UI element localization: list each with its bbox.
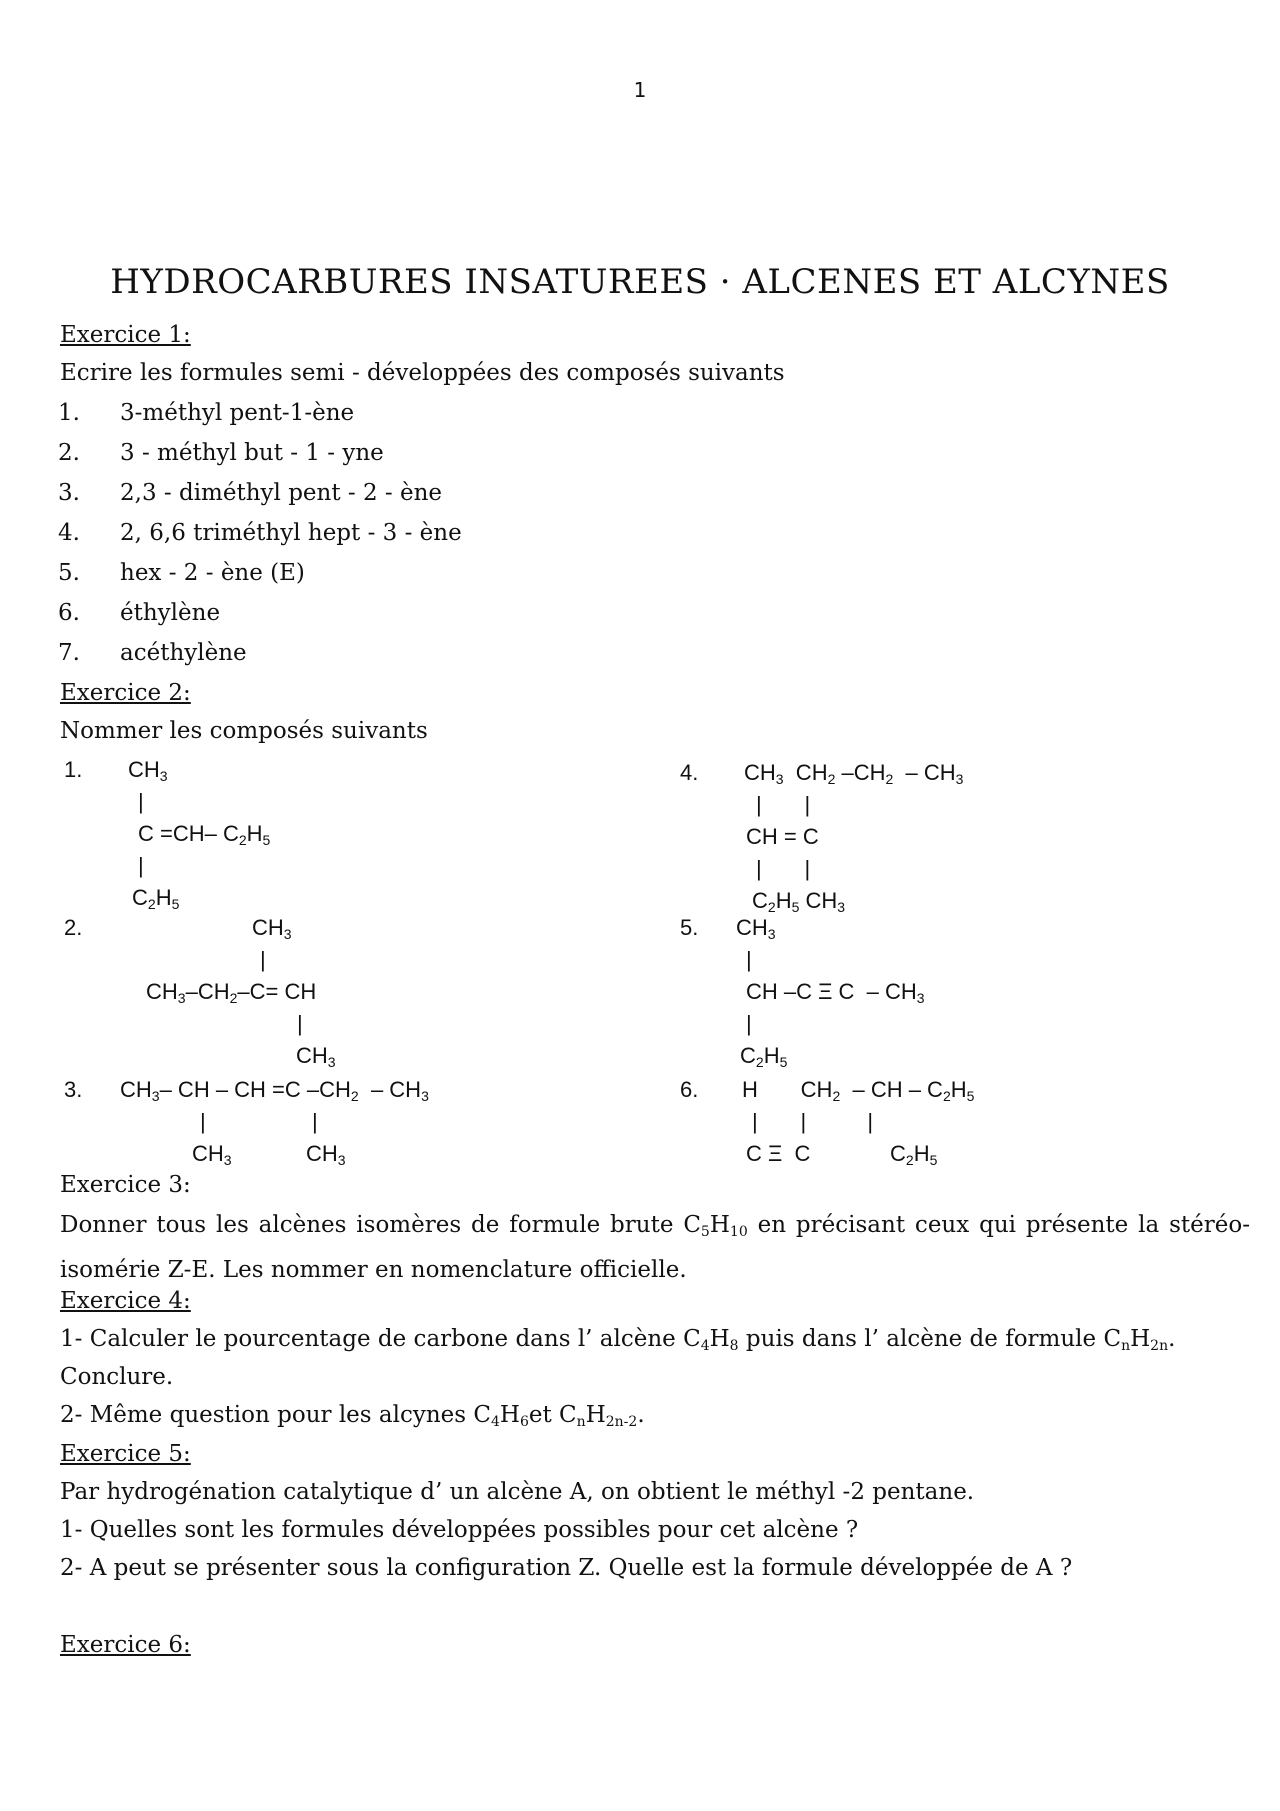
list-item: 4. 2, 6,6 triméthyl hept - 3 - ène [58, 520, 462, 546]
exercise-3-heading: Exercice 3: [60, 1172, 191, 1198]
exercise-6-heading: Exercice 6: [60, 1632, 191, 1658]
exercise-4-question-2: 2- Même question pour les alcynes C4H6et CnH2n-2. [60, 1402, 645, 1430]
exercise-5-heading: Exercice 5: [60, 1441, 191, 1467]
exercise-1-instruction: Ecrire les formules semi - développées des composés suivants [60, 360, 785, 386]
list-item: 1. 3-méthyl pent-1-ène [58, 400, 355, 426]
exercise-4-heading: Exercice 4: [60, 1288, 191, 1314]
list-item: 5. hex - 2 - ène (E) [58, 560, 305, 586]
compound-number: 2. [64, 915, 83, 940]
compound-number: 5. [680, 915, 699, 940]
compound-number: 6. [680, 1077, 699, 1102]
exercise-2-heading: Exercice 2: [60, 680, 191, 706]
exercise-2-instruction: Nommer les composés suivants [60, 718, 428, 744]
compound-number: 3. [64, 1077, 83, 1102]
list-item: 6. éthylène [58, 600, 221, 626]
exercise-1-heading: Exercice 1: [60, 322, 191, 348]
page-number: 1 [633, 78, 647, 102]
exercise-4-question-1: 1- Calculer le pourcentage de carbone dans l’ alcène C4H8 puis dans l’ alcène de formule CnH2n. [60, 1326, 1176, 1354]
exercise-5-question-1: 1- Quelles sont les formules développées possibles pour cet alcène ? [60, 1517, 859, 1543]
list-item: 3. 2,3 - diméthyl pent - 2 - ène [58, 480, 443, 506]
exercise-5-question-2: 2- A peut se présenter sous la configuration Z. Quelle est la formule développée de A ? [60, 1555, 1073, 1581]
exercise-4-conclusion: Conclure. [60, 1364, 174, 1390]
list-item: 2. 3 - méthyl but - 1 - yne [58, 440, 384, 466]
exercise-3-text: Donner tous les alcènes isomères de formule brute C5H10 en précisant ceux qui présente la stéréo-isomérie Z-E. Les nommer en nomenclature officielle. [60, 1212, 1250, 1283]
compound-number: 4. [680, 760, 699, 785]
list-item: 7. acéthylène [58, 640, 247, 666]
exercise-5-intro: Par hydrogénation catalytique d’ un alcène A, on obtient le méthyl -2 pentane. [60, 1479, 975, 1505]
compound-number: 1. [64, 757, 83, 782]
document-title: HYDROCARBURES INSATUREES · ALCENES ET ALCYNES [110, 262, 1170, 302]
